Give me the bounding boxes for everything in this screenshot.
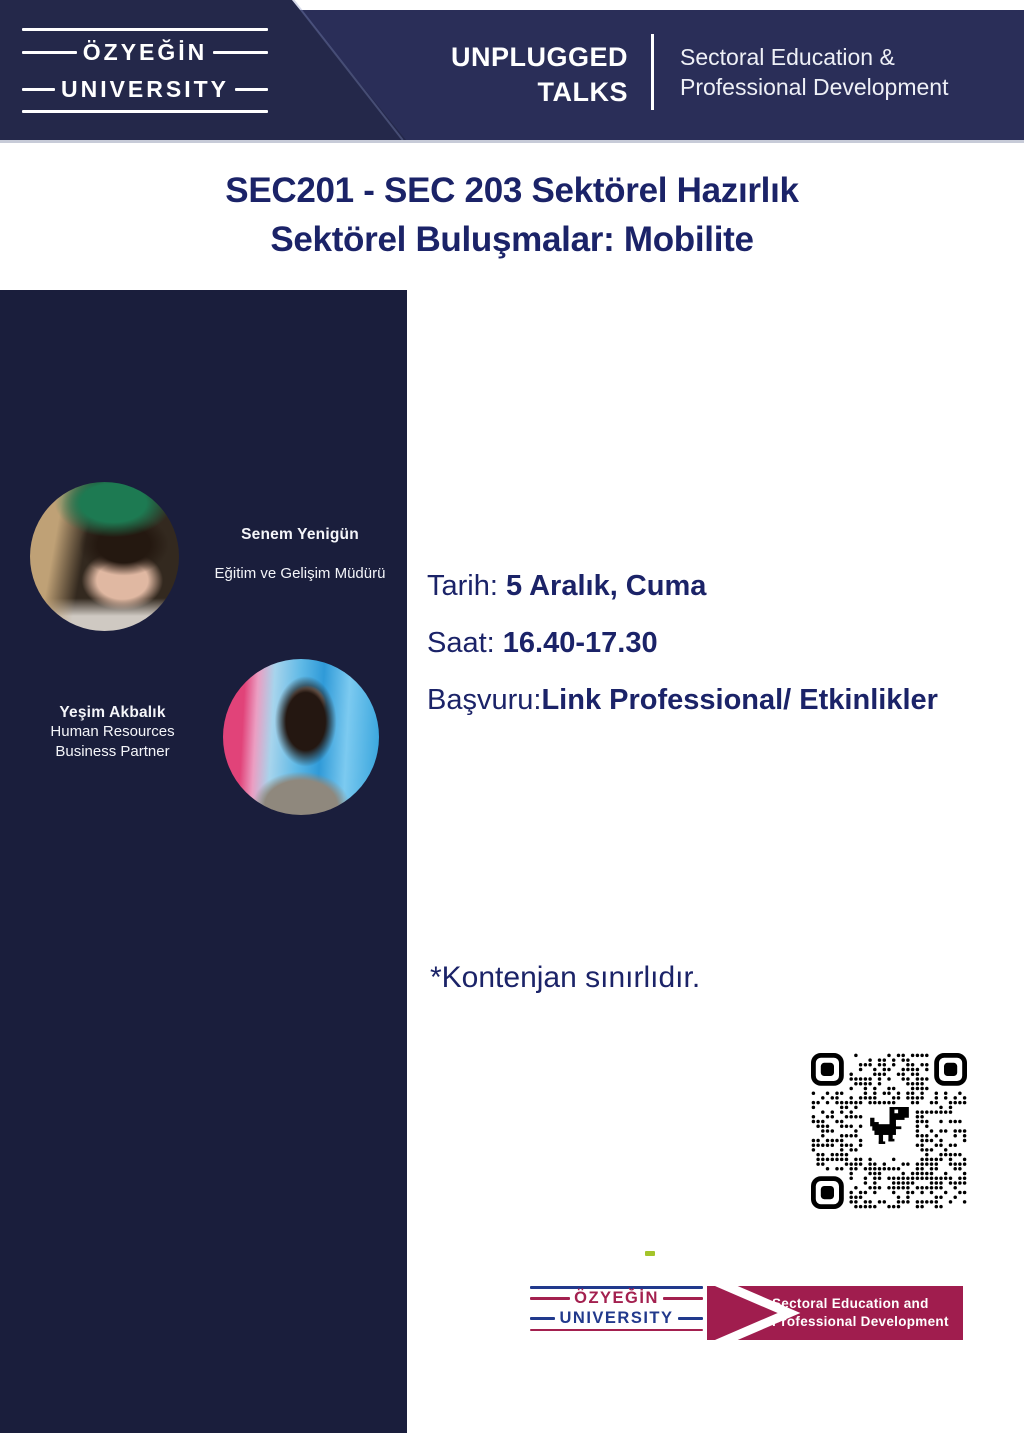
speaker-role-line2: Business Partner [55, 743, 170, 760]
logo-row-name [22, 40, 268, 64]
speaker-role: Eğitim ve Gelişim Müdürü [214, 565, 386, 582]
footer-logo-name-bottom: UNIVERSITY [559, 1309, 674, 1327]
accent-dash [645, 1251, 655, 1256]
logo-row-university [22, 77, 268, 101]
logo-line [22, 51, 77, 54]
header-bottom-border [0, 140, 1024, 143]
logo-row-name [530, 1291, 703, 1306]
logo-line-bottom [530, 1329, 703, 1332]
logo-line [213, 51, 268, 54]
speaker-name: Senem Yenigün [241, 526, 359, 543]
detail-row-date [427, 567, 938, 606]
series-title-line2: TALKS [537, 77, 628, 107]
detail-label: Saat: [427, 627, 503, 659]
header-divider [651, 34, 654, 110]
logo-line [235, 88, 268, 91]
detail-value: Link Professional/ Etkinlikler [541, 684, 938, 716]
program-name [680, 42, 948, 102]
footer-logo-name-top: ÖZYEĞİN [574, 1289, 659, 1307]
logo-line-top [22, 28, 268, 31]
speaker-info-yesim-akbalik [20, 704, 205, 762]
logo-university-name-top: ÖZYEĞİN [82, 38, 208, 65]
detail-row-application [427, 681, 938, 720]
footer-university-logo [530, 1286, 703, 1331]
logo-line [530, 1297, 570, 1300]
series-title-line1: UNPLUGGED [450, 42, 628, 72]
dino-icon [870, 1107, 909, 1144]
page-title-line2: Sektörel Buluşmalar: Mobilite [270, 220, 754, 259]
event-details [427, 567, 938, 738]
detail-value: 5 Aralık, Cuma [505, 570, 707, 602]
page-title-line1: SEC201 - SEC 203 Sektörel Hazırlık [225, 171, 799, 210]
university-logo [22, 28, 268, 113]
qr-finder-bottom-left [813, 1179, 841, 1207]
quota-note: *Kontenjan sınırlıdır. [430, 961, 701, 994]
logo-line [663, 1297, 703, 1300]
logo-line-bottom [22, 110, 268, 113]
logo-line [678, 1317, 703, 1320]
qr-finder-top-left [813, 1055, 841, 1083]
logo-university-name-bottom: UNIVERSITY [60, 75, 230, 102]
banner-text [772, 1295, 949, 1330]
speaker-info-senem-yenigun [197, 526, 403, 584]
speaker-role-line1: Human Resources [50, 723, 175, 740]
speaker-name: Yeşim Akbalık [59, 704, 166, 721]
speaker-photo-yesim-akbalik [223, 659, 379, 815]
qr-code [811, 1053, 967, 1209]
detail-label: Tarih: [427, 570, 506, 602]
logo-row-university [530, 1311, 703, 1326]
program-name-line1: Sectoral Education & [680, 44, 895, 70]
series-title [420, 40, 628, 110]
footer-department-banner [707, 1286, 963, 1340]
program-name-line2: Professional Development [680, 74, 949, 100]
logo-line [22, 88, 55, 91]
banner-text-line2: Professional Development [772, 1313, 949, 1329]
page-title [0, 166, 1024, 264]
banner-text-line1: Sectoral Education and [772, 1296, 929, 1311]
detail-label: Başvuru: [427, 684, 542, 716]
qr-code-graphic [811, 1053, 967, 1209]
speakers-panel [0, 290, 407, 1433]
logo-line [530, 1317, 555, 1320]
qr-finder-top-right [937, 1055, 965, 1083]
detail-row-time [427, 624, 938, 663]
detail-value: 16.40-17.30 [502, 627, 658, 659]
speaker-photo-senem-yenigun [30, 482, 179, 631]
